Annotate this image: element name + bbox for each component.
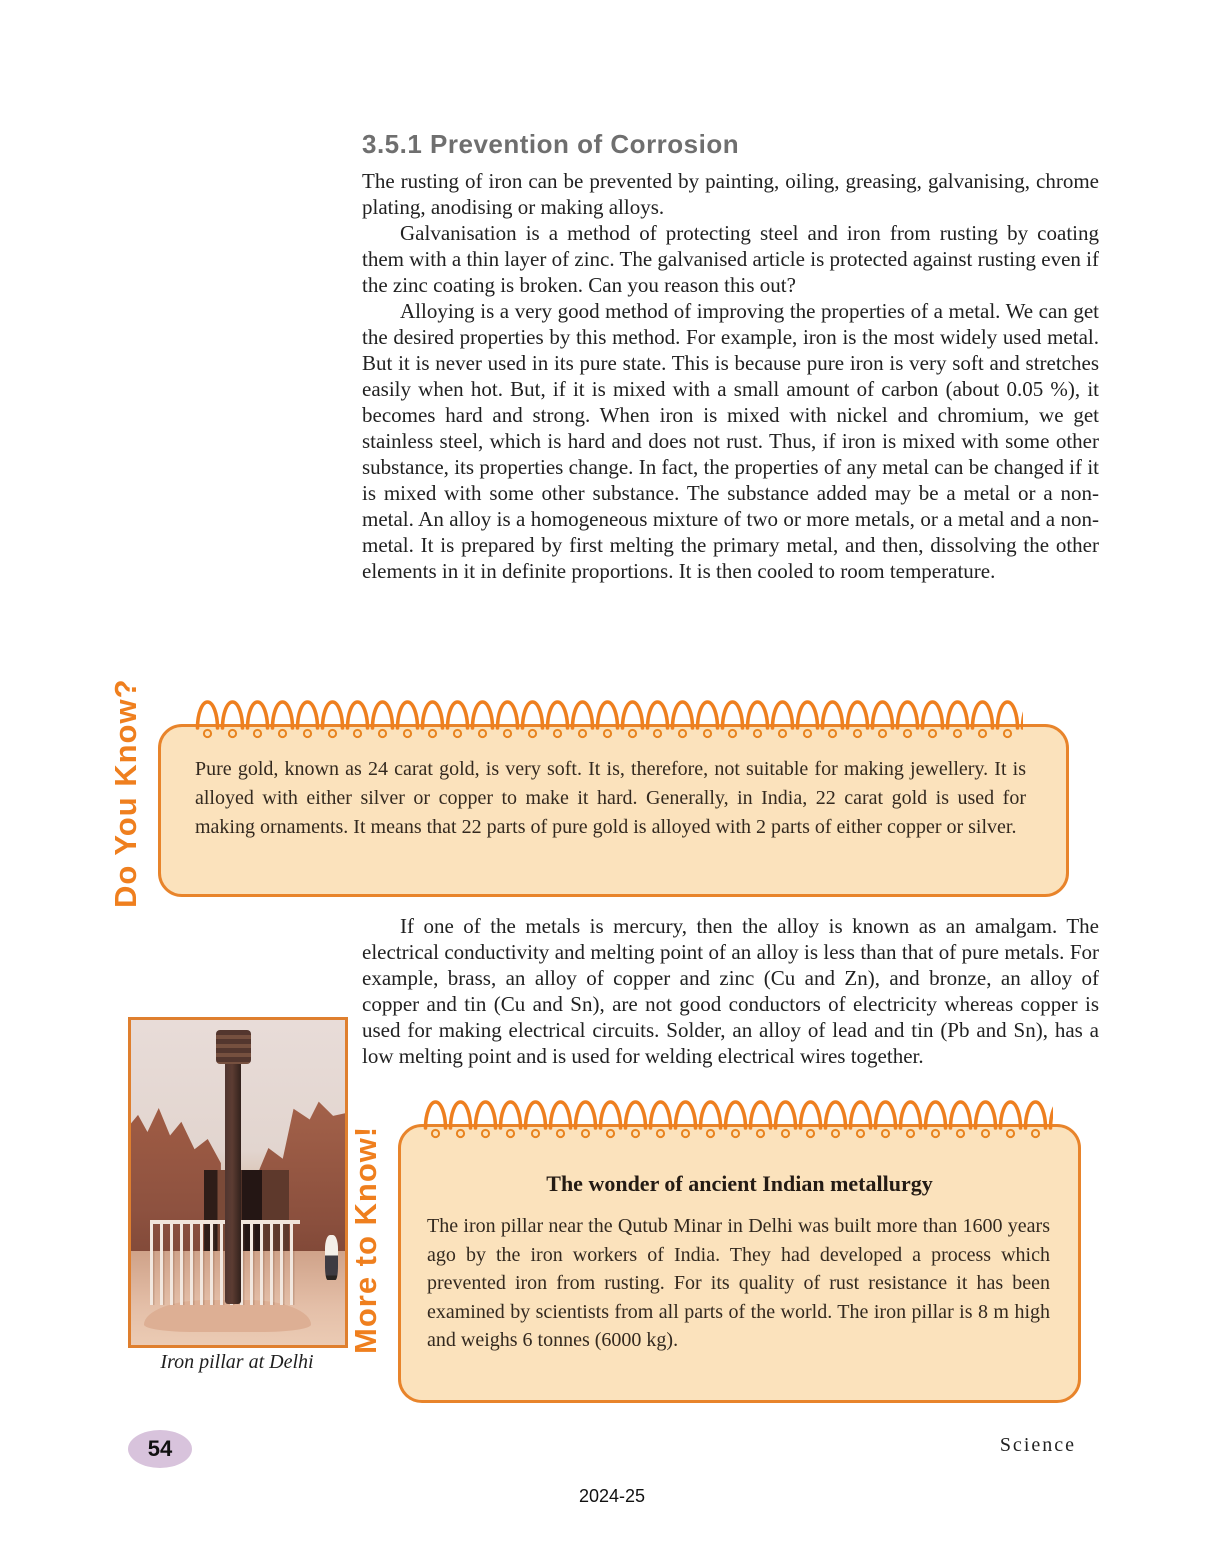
spiral-binding-icon [423,1099,1053,1141]
do-you-know-text: Pure gold, known as 24 carat gold, is very soft. It is, therefore, not suitable for making jewellery. It is alloyed with either silver or copper to make it hard. Generally, in India, 22 carat gold is used for making ornaments. It means that 22 parts of pure gold is alloyed with 2 parts of either copper or silver. [195,758,1026,838]
book-title: Science [999,1434,1076,1456]
section-heading: 3.5.1 Prevention of Corrosion [362,129,740,159]
more-to-know-text: The iron pillar near the Qutub Minar in Delhi was built more than 1600 years ago by the iron workers of India. They had developed a process which prevented iron from rusting. For its quality of rust resistance it has been examined by scientists from all parts of the world. The iron pillar is 8 m high and weighs 6 tonnes (6000 kg). [427,1215,1050,1351]
person [325,1235,338,1281]
body-text [362,913,1099,1069]
do-you-know-box [158,724,1069,897]
edition-label: 2024-25 [578,1486,646,1506]
iron-pillar [225,1061,241,1305]
body-text [362,168,1099,584]
more-to-know-side-label: More to Know! [348,1125,383,1355]
pillar-capital [216,1030,251,1064]
more-to-know-box [398,1124,1081,1403]
iron-pillar-photo [128,1017,348,1348]
paragraph: The rusting of iron can be prevented by painting, oiling, greasing, galvanising, chrome plating, anodising or making alloys. [362,169,1099,219]
do-you-know-side-label: Do You Know? [108,678,143,908]
page-number-badge: 54 [128,1430,192,1468]
figure-caption: Iron pillar at Delhi [160,1351,314,1373]
paragraph: Alloying is a very good method of improving the properties of a metal. We can get the desired properties by this method. For example, iron is the most widely used metal. But it is never used in its pure state. This is because pure iron is very soft and stretches easily when hot. But, if it is mixed with a small amount of carbon (about 0.05 %), it becomes hard and strong. When iron is mixed with nickel and chromium, we get stainless steel, which is hard and does not rust. Thus, if iron is mixed with some other substance, its properties change. In fact, the properties of any metal can be changed if it is mixed with some other substance. The substance added may be a metal or a non-metal. An alloy is a homogeneous mixture of two or more metals, or a metal and a non-metal. It is prepared by first melting the primary metal, and then, dissolving the other elements in it in definite proportions. It is then cooled to room temperature. [362,299,1099,583]
paragraph: If one of the metals is mercury, then the alloy is known as an amalgam. The electrical conductivity and melting point of an alloy is less than that of pure metals. For example, brass, an alloy of copper and zinc (Cu and Zn), and bronze, an alloy of copper and tin (Cu and Sn), are not good conductors of electricity whereas copper is used for making electrical circuits. Solder, an alloy of lead and tin (Pb and Sn), has a low melting point and is used for welding electrical wires together. [362,914,1099,1068]
more-to-know-title: The wonder of ancient Indian metallurgy [546,1171,933,1196]
paragraph: Galvanisation is a method of protecting steel and iron from rusting by coating them with a thin layer of zinc. The galvanised article is protected against rusting even if the zinc coating is broken. Can you reason this out? [362,221,1099,297]
